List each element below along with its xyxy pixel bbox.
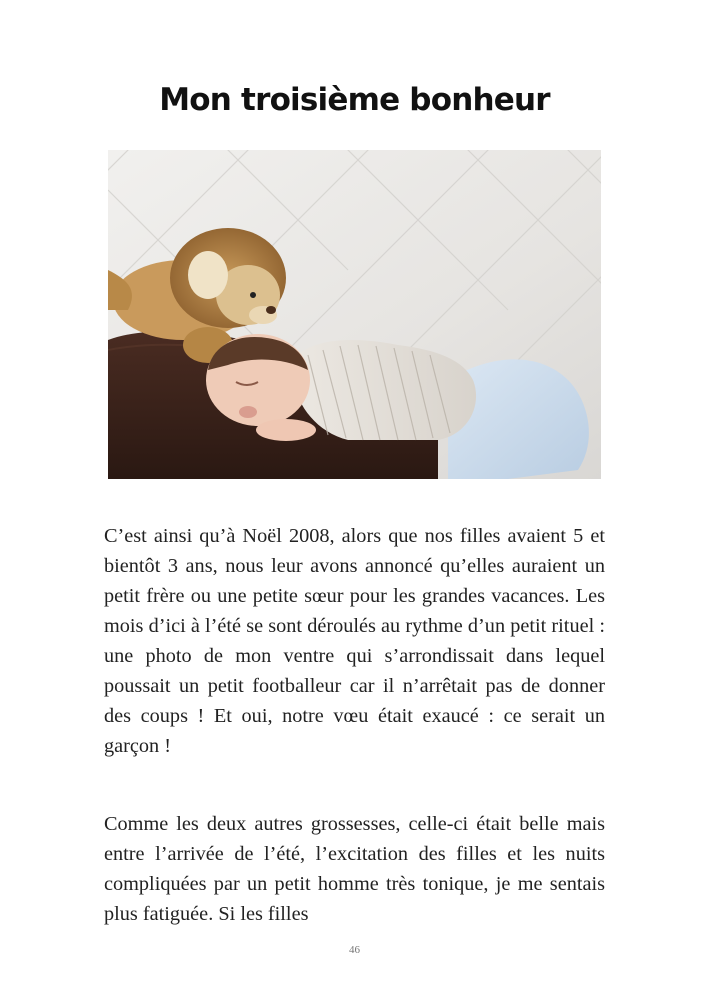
paragraph-2: Comme les deux autres grossesses, celle-ci était belle mais entre l’arrivée de l’été, l’excitation des filles et les nuits compliquées par un petit homme très tonique, je me sentais plus fatiguée. Si les filles [104, 813, 605, 925]
paragraph-1: C’est ainsi qu’à Noël 2008, alors que nos filles avaient 5 et bientôt 3 ans, nous leur avons annoncé qu’elles auraient un petit frère ou une petite sœur pour les grandes vacances. Les mois d’ici à l’été se sont déroulés au rythme d’un petit rituel : une photo de mon ventre qui s’arrondissait dans lequel poussait un petit footballeur car il n’arrêtait pas de donner des coups ! Et oui, notre vœu était exaucé : ce serait un garçon ! [104, 525, 605, 757]
page-number: 46 [349, 944, 360, 956]
photo-sleeping-baby-with-plush-lion [108, 150, 601, 479]
page-title: Mon troisième bonheur [159, 82, 550, 118]
